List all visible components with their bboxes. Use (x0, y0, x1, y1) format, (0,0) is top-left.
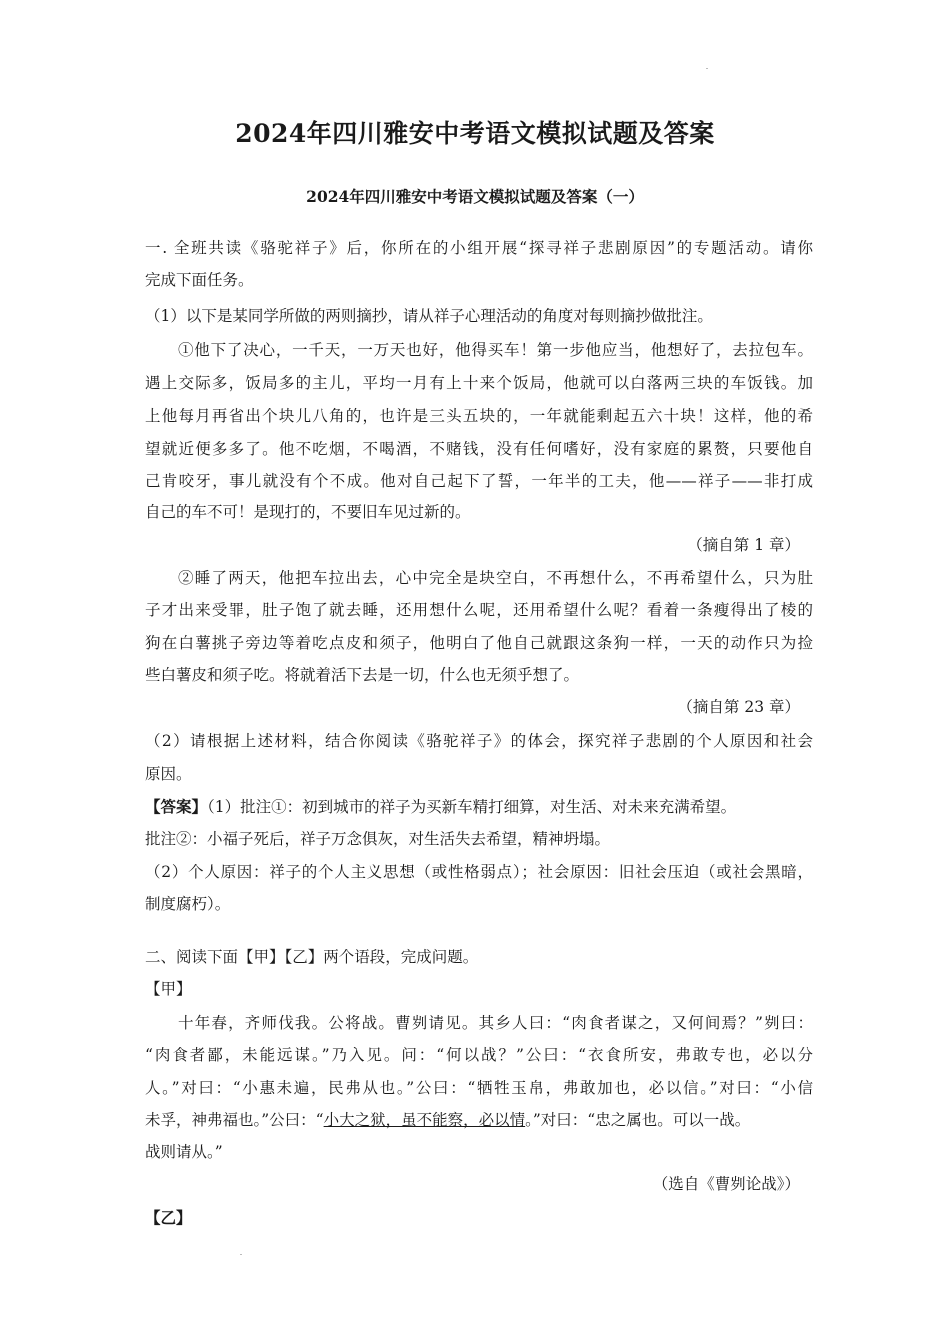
excerpt-2-source: （摘自第 23 章） (677, 698, 800, 716)
q1-subquestion-1: （1）以下是某同学所做的两则摘抄，请从祥子心理活动的角度对每则摘抄做批注。 (145, 307, 713, 325)
jia-text-line (145, 1110, 813, 1130)
excerpt-2-line: ②睡了两天，他把车拉出去，心中完全是块空白，不再想什么，不再希望什么，只为肚 (178, 569, 813, 587)
jia-text-line: 人。”对曰：“小惠未遍，民弗从也。”公曰：“牺牲玉帛，弗敢加也，必以信。”对曰：“小信 (145, 1079, 813, 1097)
q1-subquestion-2: （2）请根据上述材料，结合你阅读《骆驼祥子》的体会，探究祥子悲剧的个人原因和社会 (145, 732, 813, 750)
excerpt-2-line: 些白薯皮和须子吃。将就着活下去是一切，什么也无须乎想了。 (145, 666, 580, 684)
q1-stem-line: 完成下面任务。 (145, 271, 254, 289)
answer-line: （2）个人原因：祥子的个人主义思想（或性格弱点）；社会原因：旧社会压迫（或社会黑暗， (145, 863, 813, 881)
excerpt-2-line: 子才出来受罪，肚子饱了就去睡，还用想什么呢，还用希望什么呢？看着一条瘦得出了棱的 (145, 601, 813, 619)
q1-stem-line: 一. 全班共读《骆驼祥子》后，你所在的小组开展“探寻祥子悲剧原因”的专题活动。请你 (145, 239, 813, 257)
excerpt-2-line: 狗在白薯挑子旁边等着吃点皮和须子，他明白了他自己就跟这条狗一样，一天的动作只为捡 (145, 634, 813, 652)
answer-line: 批注②：小福子死后，祥子万念俱灰，对生活失去希望，精神坍塌。 (145, 830, 611, 848)
excerpt-1-line: 遇上交际多，饭局多的主儿，平均一月有上十来个饭局，他就可以白落两三块的车饭钱。加 (145, 374, 813, 392)
q2-stem: 二、阅读下面【甲】【乙】两个语段，完成问题。 (145, 948, 479, 966)
excerpt-1-line: ①他下了决心，一千天，一万天也好，他得买车！第一步他应当，他想好了，去拉包车。 (178, 341, 813, 359)
scan-speck (240, 1254, 242, 1255)
document-subtitle: 2024年四川雅安中考语文模拟试题及答案（一） (306, 187, 644, 206)
yi-label: 【乙】 (145, 1208, 192, 1227)
answer-line (145, 797, 813, 817)
excerpt-1-line: 己肯咬牙，事儿就没有个不成。他对自己起下了誓，一年半的工夫，他——祥子——非打成 (145, 472, 813, 490)
document-title: 2024年四川雅安中考语文模拟试题及答案 (235, 119, 715, 148)
jia-label: 【甲】 (145, 980, 192, 998)
answer-text: （1）批注①：初到城市的祥子为买新车精打细算，对生活、对未来充满希望。 (207, 798, 737, 816)
jia-text-line: “肉食者鄙，未能远谋。”乃入见。问：“何以战？”公曰：“衣食所安，弗敢专也，必以分 (145, 1046, 813, 1064)
jia-text-segment: 未孚，神弗福也。”公曰：“ (145, 1111, 324, 1129)
answer-label: 【答案】 (145, 797, 208, 816)
excerpt-1-source: （摘自第 1 章） (687, 536, 800, 554)
excerpt-1-line: 上他每月再省出个块儿八角的，也许是三头五块的，一年就能剩起五六十块！这样，他的希 (145, 407, 813, 425)
scan-speck (706, 68, 708, 69)
underlined-sentence: 小大之狱，虽不能察，必以情 (323, 1111, 526, 1129)
excerpt-1-line: 望就近便多多了。他不吃烟，不喝酒，不赌钱，没有任何嗜好，没有家庭的累赘，只要他自 (145, 440, 813, 458)
jia-text-segment: 。”对曰：“忠之属也。可以一战。 (525, 1111, 751, 1129)
q1-subquestion-2: 原因。 (145, 765, 192, 783)
jia-text-line: 战则请从。” (145, 1143, 223, 1161)
jia-text-line: 十年春，齐师伐我。公将战。曹刿请见。其乡人曰：“肉食者谋之，又何间焉？”刿曰： (178, 1014, 813, 1032)
answer-line: 制度腐朽）。 (145, 895, 231, 913)
jia-source: （选自《曹刿论战》） (652, 1175, 800, 1193)
excerpt-1-line: 自己的车不可！是现打的，不要旧车见过新的。 (145, 503, 471, 521)
